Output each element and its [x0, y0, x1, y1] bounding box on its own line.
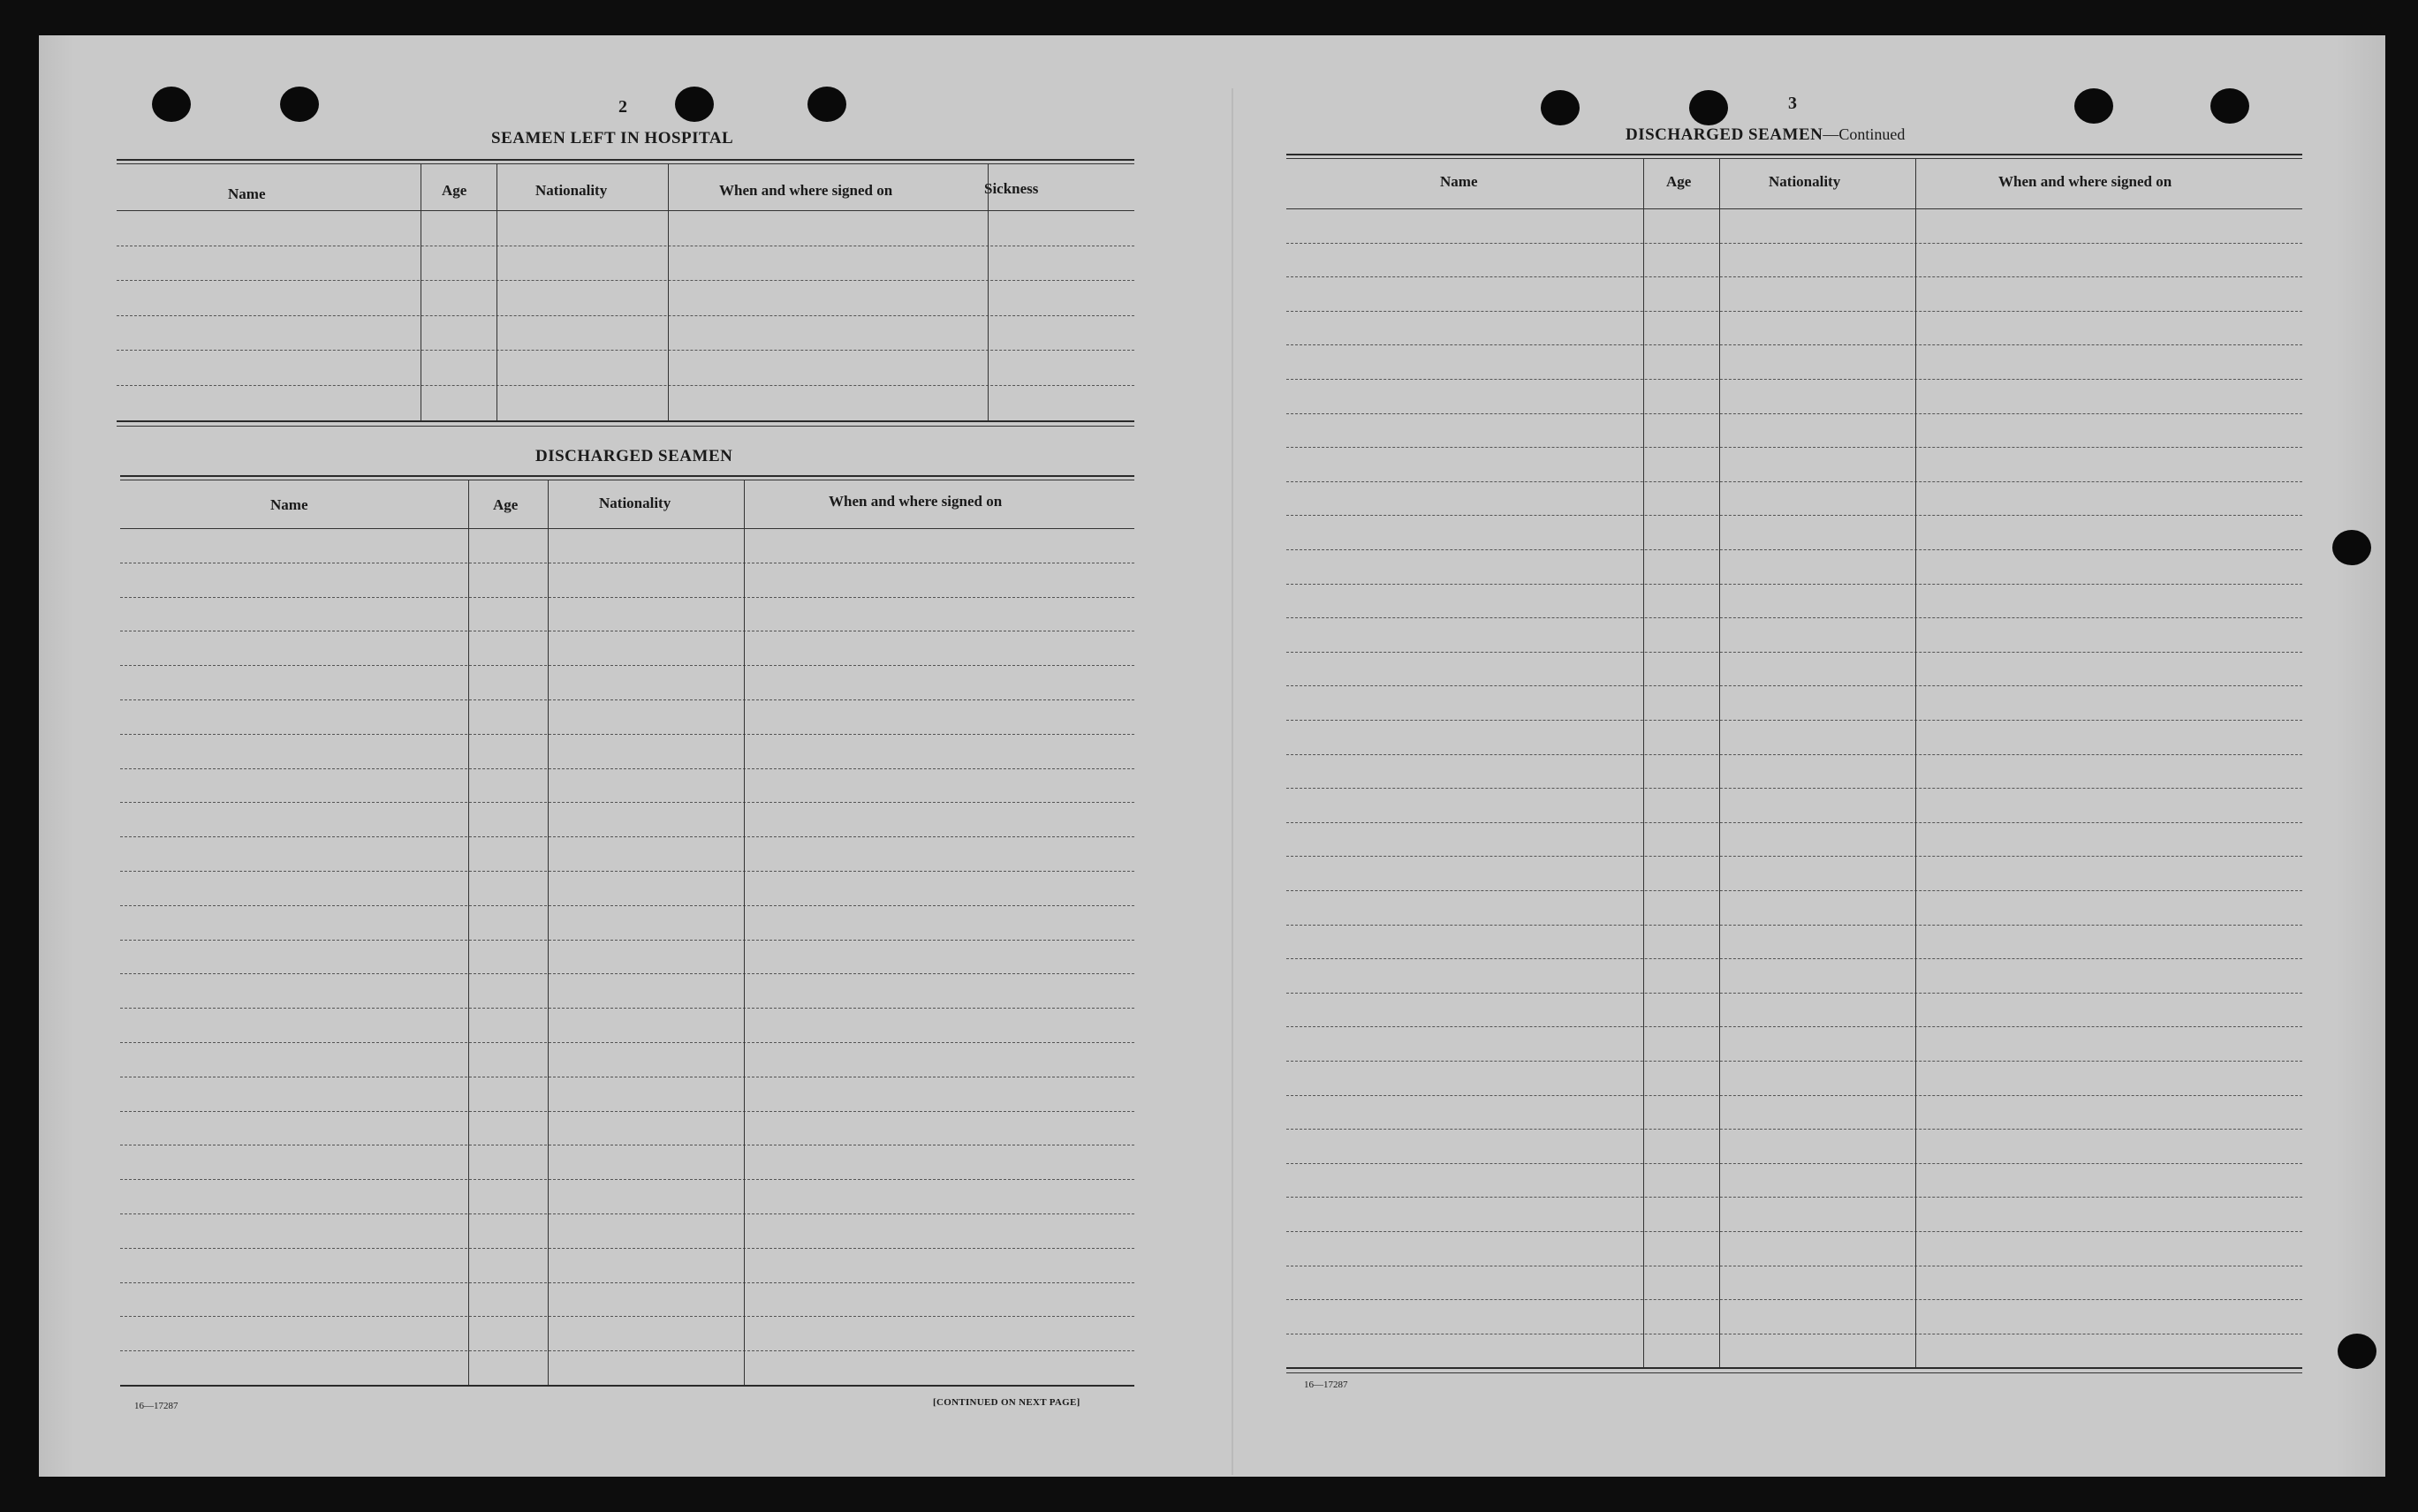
- row-rule: [117, 315, 1134, 316]
- row-rule: [120, 1282, 1134, 1283]
- discharged-section-title: DISCHARGED SEAMEN: [535, 447, 733, 465]
- table-top-rule: [120, 475, 1134, 477]
- punch-hole: [675, 87, 714, 122]
- row-rule: [1286, 584, 2302, 585]
- row-rule: [117, 350, 1134, 351]
- column-rule: [988, 164, 989, 420]
- punch-hole: [2332, 530, 2371, 565]
- col-header-name: Name: [1440, 173, 1478, 190]
- row-rule: [120, 1111, 1134, 1112]
- row-rule: [1286, 993, 2302, 994]
- document-sheet: [39, 35, 2385, 1477]
- row-rule: [120, 905, 1134, 906]
- row-rule: [1286, 720, 2302, 721]
- row-rule: [1286, 890, 2302, 891]
- column-rule: [1915, 159, 1916, 1367]
- row-rule: [1286, 652, 2302, 653]
- row-rule: [117, 385, 1134, 386]
- row-rule: [1286, 413, 2302, 414]
- row-rule: [120, 1316, 1134, 1317]
- row-rule: [120, 1213, 1134, 1214]
- table-bottom-rule: [1286, 1367, 2302, 1369]
- row-rule: [1286, 754, 2302, 755]
- header-rule: [120, 528, 1134, 529]
- row-rule: [120, 768, 1134, 769]
- page-fold: [1232, 88, 1233, 1475]
- row-rule: [120, 802, 1134, 803]
- col-header-age: Age: [442, 182, 467, 199]
- col-header-age: Age: [1666, 173, 1692, 190]
- row-rule: [1286, 276, 2302, 277]
- row-rule: [1286, 822, 2302, 823]
- row-rule: [1286, 515, 2302, 516]
- row-rule: [120, 597, 1134, 598]
- col-header-sickness: Sickness: [984, 180, 1039, 197]
- row-rule: [1286, 1163, 2302, 1164]
- row-rule: [120, 734, 1134, 735]
- row-rule: [120, 871, 1134, 872]
- row-rule: [1286, 1299, 2302, 1300]
- left-page-number: 2: [618, 97, 627, 117]
- row-rule: [1286, 1026, 2302, 1027]
- row-rule: [120, 836, 1134, 837]
- column-rule: [744, 480, 745, 1385]
- col-header-when-where: When and where signed on: [719, 182, 893, 199]
- row-rule: [1286, 1129, 2302, 1130]
- header-rule: [117, 210, 1134, 211]
- row-rule: [120, 699, 1134, 700]
- right-form-code: 16—17287: [1304, 1380, 1348, 1390]
- row-rule: [120, 1350, 1134, 1351]
- row-rule: [1286, 788, 2302, 789]
- col-header-nationality: Nationality: [1769, 173, 1841, 190]
- column-rule: [548, 480, 549, 1385]
- row-rule: [117, 280, 1134, 281]
- punch-hole: [2210, 88, 2249, 124]
- column-rule: [496, 164, 497, 420]
- col-header-nationality: Nationality: [599, 495, 671, 511]
- row-rule: [1286, 856, 2302, 857]
- table-top-rule: [1286, 154, 2302, 155]
- row-rule: [1286, 379, 2302, 380]
- row-rule: [1286, 481, 2302, 482]
- row-rule: [1286, 1061, 2302, 1062]
- row-rule: [1286, 1231, 2302, 1232]
- row-rule: [1286, 1095, 2302, 1096]
- continued-note: [CONTINUED ON NEXT PAGE]: [933, 1397, 1080, 1408]
- discharged-continued-suffix: —Continued: [1823, 125, 1906, 143]
- punch-hole: [152, 87, 191, 122]
- col-header-when-where: When and where signed on: [1998, 173, 2172, 190]
- row-rule: [1286, 311, 2302, 312]
- column-rule: [1643, 159, 1644, 1367]
- table-bottom-rule: [120, 1385, 1134, 1387]
- row-rule: [1286, 685, 2302, 686]
- left-form-code: 16—17287: [134, 1401, 178, 1411]
- row-rule: [1286, 447, 2302, 448]
- discharged-continued-title: [1626, 125, 1905, 145]
- row-rule: [1286, 1197, 2302, 1198]
- column-rule: [1719, 159, 1720, 1367]
- row-rule: [120, 1042, 1134, 1043]
- punch-hole: [807, 87, 846, 122]
- row-rule: [1286, 958, 2302, 959]
- col-header-nationality: Nationality: [535, 182, 608, 199]
- column-rule: [468, 480, 469, 1385]
- col-header-when-where: When and where signed on: [829, 493, 1003, 510]
- row-rule: [120, 1248, 1134, 1249]
- hospital-section-title: SEAMEN LEFT IN HOSPITAL: [491, 129, 734, 147]
- col-header-name: Name: [228, 185, 266, 202]
- table-top-rule: [117, 159, 1134, 161]
- row-rule: [1286, 243, 2302, 244]
- punch-hole: [1541, 90, 1580, 125]
- row-rule: [120, 1008, 1134, 1009]
- table-bottom-rule: [1286, 1372, 2302, 1373]
- discharged-continued-main: DISCHARGED SEAMEN: [1626, 125, 1823, 144]
- row-rule: [120, 940, 1134, 941]
- table-top-rule: [1286, 158, 2302, 159]
- header-rule: [1286, 208, 2302, 209]
- right-page-number: 3: [1788, 94, 1797, 113]
- row-rule: [1286, 925, 2302, 926]
- row-rule: [120, 973, 1134, 974]
- punch-hole: [280, 87, 319, 122]
- punch-hole: [2338, 1334, 2376, 1369]
- col-header-age: Age: [493, 496, 519, 513]
- punch-hole: [1689, 90, 1728, 125]
- row-rule: [1286, 344, 2302, 345]
- column-rule: [668, 164, 669, 420]
- table-top-rule: [117, 163, 1134, 164]
- table-bottom-rule: [117, 426, 1134, 427]
- row-rule: [120, 1179, 1134, 1180]
- punch-hole: [2074, 88, 2113, 124]
- col-header-name: Name: [270, 496, 308, 513]
- row-rule: [1286, 549, 2302, 550]
- row-rule: [120, 665, 1134, 666]
- table-bottom-rule: [117, 420, 1134, 422]
- row-rule: [1286, 617, 2302, 618]
